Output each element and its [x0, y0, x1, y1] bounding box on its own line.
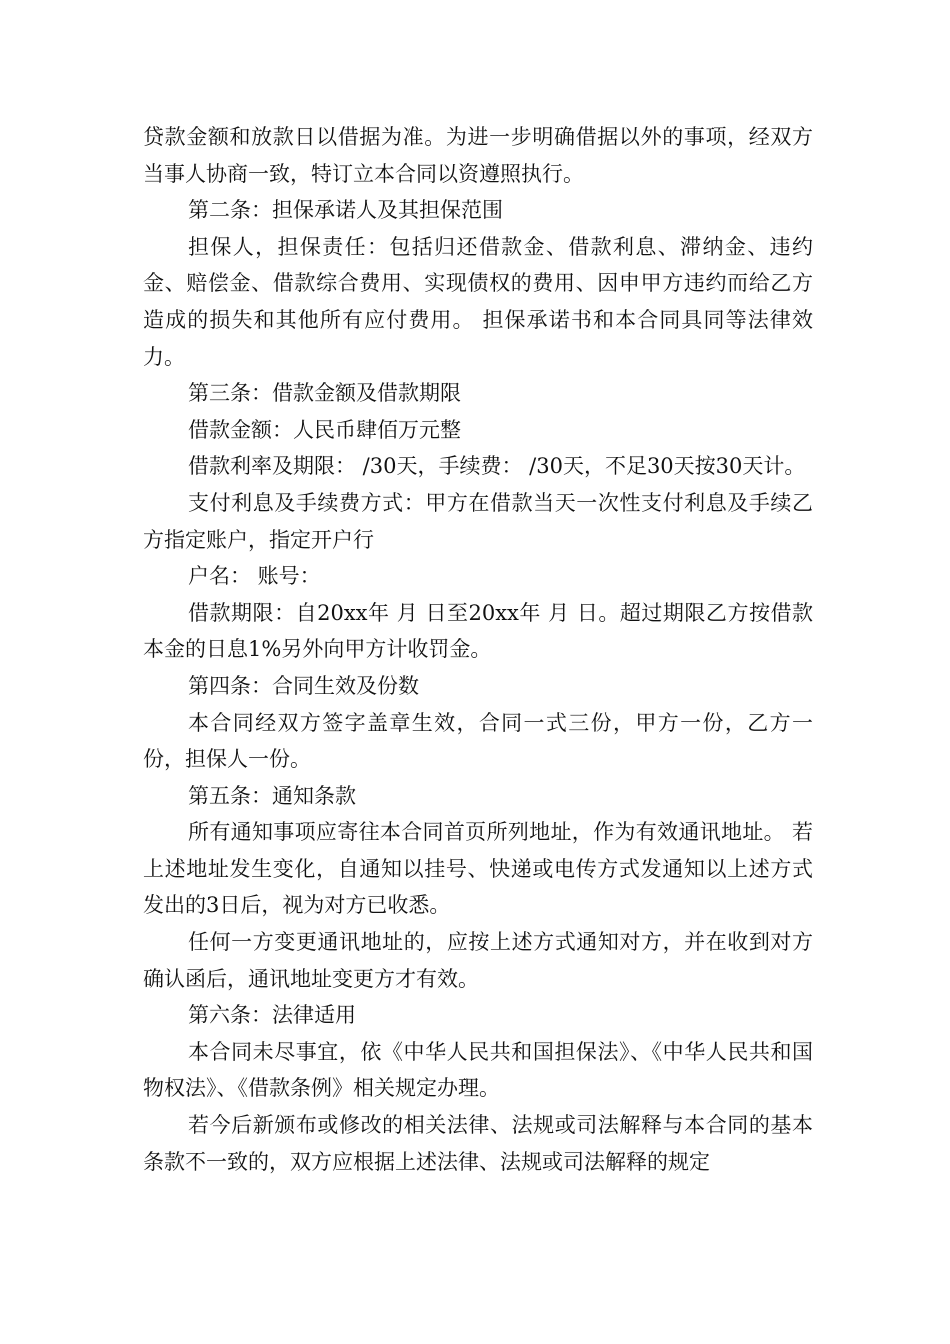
paragraph: 第五条：通知条款 [188, 783, 356, 808]
paragraph: 借款金额：人民币肆佰万元整 [188, 417, 461, 442]
paragraph: 担保人，担保责任：包括归还借款金、借款利息、滞纳金、违约金、赔偿金、借款综合费用、实现债权的费用、因申甲方违约而给乙方造成的损失和其他所有应付费用。 担保承诺书和本合同具同等法律效力。 [143, 234, 813, 369]
paragraph: 第六条：法律适用 [188, 1003, 356, 1028]
paragraph: 第二条：担保承诺人及其担保范围 [188, 198, 503, 223]
paragraph: 本合同未尽事宜，依《中华人民共和国担保法》、《中华人民共和国物权法》、《借款条例》相关规定办理。 [143, 1039, 813, 1101]
paragraph: 借款利率及期限： /30天，手续费： /30天，不足30天按30天计。 [188, 454, 806, 479]
paragraph: 支付利息及手续费方式：甲方在借款当天一次性支付利息及手续乙方指定账户，指定开户行 [143, 490, 813, 552]
document-body [143, 119, 813, 1180]
paragraph: 第四条：合同生效及份数 [188, 673, 419, 698]
paragraph: 第三条：借款金额及借款期限 [188, 381, 461, 406]
paragraph: 任何一方变更通讯地址的，应按上述方式通知对方，并在收到对方确认函后，通讯地址变更方才有效。 [143, 930, 813, 991]
paragraph: 借款期限：自20xx年 月 日至20xx年 月 日。超过期限乙方按借款本金的日息1%另外向甲方计收罚金。 [143, 600, 813, 662]
paragraph: 若今后新颁布或修改的相关法律、法规或司法解释与本合同的基本条款不一致的，双方应根据上述法律、法规或司法解释的规定 [143, 1113, 813, 1174]
paragraph: 所有通知事项应寄往本合同首页所列地址，作为有效通讯地址。 若上述地址发生变化，自通知以挂号、快递或电传方式发通知以上述方式发出的3日后，视为对方已收悉。 [143, 820, 813, 918]
paragraph: 本合同经双方签字盖章生效，合同一式三份，甲方一份，乙方一份，担保人一份。 [143, 710, 813, 772]
paragraph: 户名： 账号： [188, 564, 321, 589]
paragraph: 贷款金额和放款日以借据为准。为进一步明确借据以外的事项，经双方当事人协商一致，特订立本合同以资遵照执行。 [143, 125, 813, 186]
